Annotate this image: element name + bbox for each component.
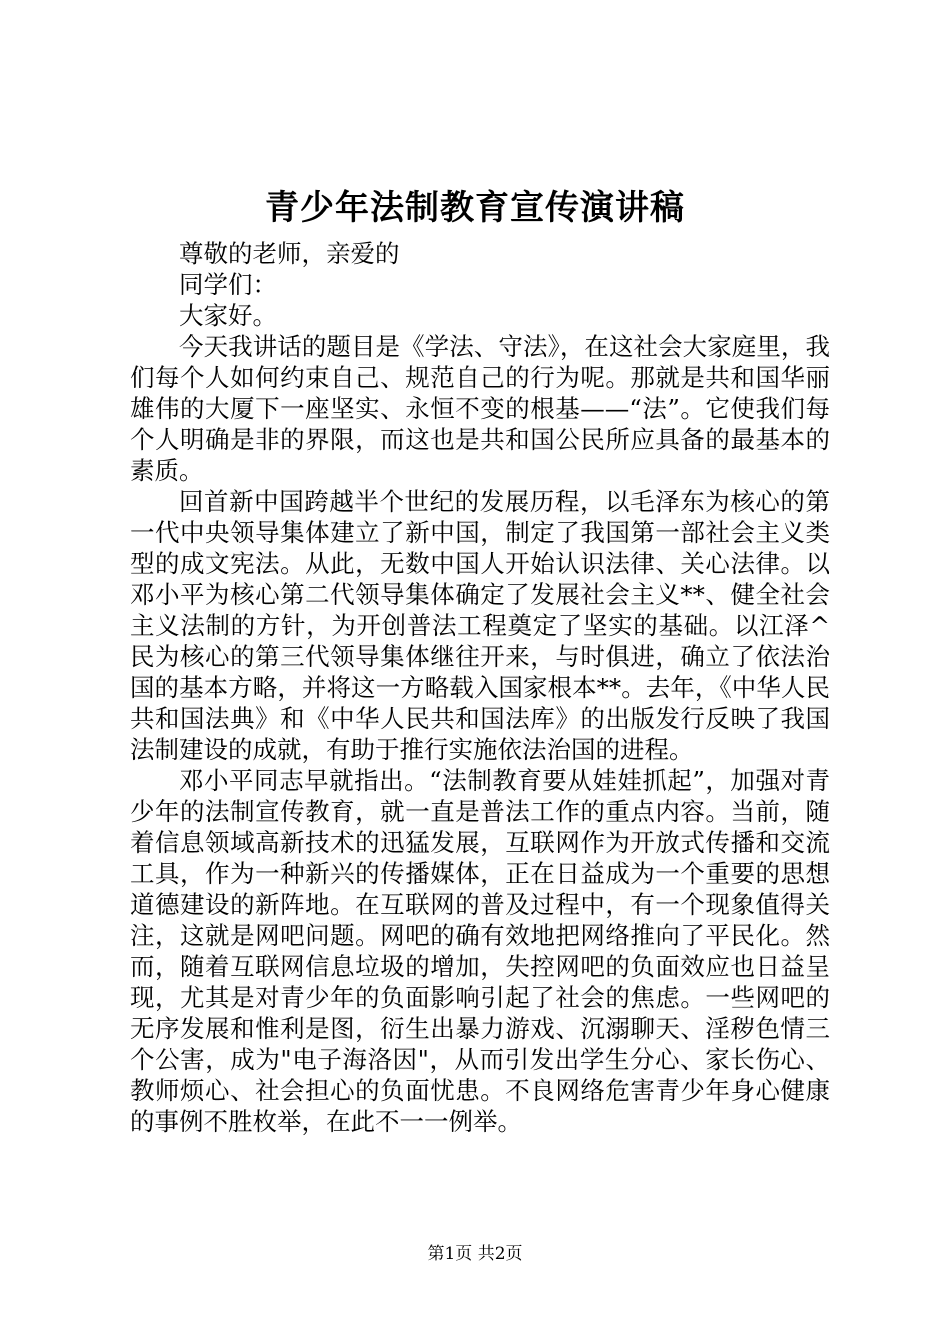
document-title: 青少年法制教育宣传演讲稿 [265, 188, 685, 228]
greeting-line-3: 大家好。 [179, 301, 277, 330]
greeting-line-1: 尊敬的老师，亲爱的 [179, 239, 400, 268]
greeting-line-2: 同学们： [179, 270, 277, 299]
document-body [130, 238, 830, 1137]
paragraph-3: 邓小平同志早就指出。“法制教育要从娃娃抓起”，加强对青少年的法制宣传教育，就一直是普法工作的重点内容。当前，随着信息领域高新技术的迅猛发展，互联网作为开放式传播和交流工具，作为一种新兴的传播媒体，正在日益成为一个重要的思想道德建设的新阵地。在互联网的普及过程中，有一个现象值得关注，这就是网吧问题。网吧的确有效地把网络推向了平民化。然而，随着互联网信息垃圾的增加，失控网吧的负面效应也日益呈现，尤其是对青少年的负面影响引起了社会的焦虑。一些网吧的无序发展和惟利是图，衍生出暴力游戏、沉溺聊天、淫秽色情三个公害，成为"电子海洛因"，从而引发出学生分心、家长伤心、教师烦心、社会担心的负面忧患。不良网络危害青少年身心健康的事例不胜枚举，在此不一一例举。 [130, 766, 830, 1136]
paragraph-2: 回首新中国跨越半个世纪的发展历程，以毛泽东为核心的第一代中央领导集体建立了新中国，制定了我国第一部社会主义类型的成文宪法。从此，无数中国人开始认识法律、关心法律。以邓小平为核心第二代领导集体确定了发展社会主义**、健全社会主义法制的方针，为开创普法工程奠定了坚实的基础。以江泽^民为核心的第三代领导集体继往开来，与时俱进，确立了依法治国的基本方略，并将这一方略载入国家根本**。去年，《中华人民共和国法典》和《中华人民共和国法库》的出版发行反映了我国法制建设的成就，有助于推行实施依法治国的进程。 [130, 487, 830, 764]
paragraph-1: 今天我讲话的题目是《学法、守法》，在这社会大家庭里，我们每个人如何约束自己、规范自己的行为呢。那就是共和国华丽雄伟的大厦下一座坚实、永恒不变的根基——“法”。它使我们每个人明确是非的界限，而这也是共和国公民所应具备的最基本的素质。 [130, 332, 830, 485]
page-footer: 第1页 共2页 [427, 1244, 523, 1264]
